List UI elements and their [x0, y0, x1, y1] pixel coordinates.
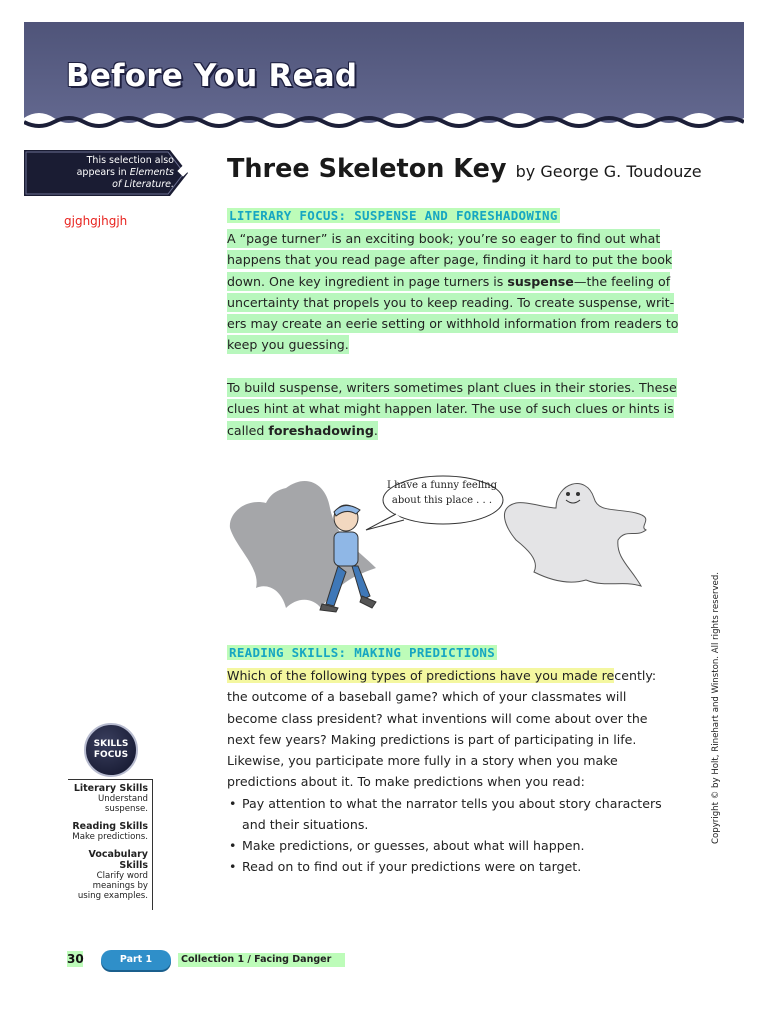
page-number: 30	[67, 952, 84, 966]
reading-skills-paragraph	[227, 665, 679, 793]
handwritten-note: gjghgjhgjh	[64, 214, 128, 228]
header-banner	[24, 22, 744, 134]
story-title-text: Three Skeleton Key	[227, 154, 507, 184]
reading-text-rest: cently: the outcome of a baseball game? which of your classmates will become class president? what inventions will come about over the next few years? Making predictions is part of participating in life. Likewise, you participate more fully in a story when you make predictions about it. To make predictions when you read:	[227, 668, 657, 790]
speech-line-2: about this place . . .	[391, 495, 493, 506]
speech-line-1: I have a funny feeling	[386, 480, 498, 491]
badge-line-1: SKILLS	[93, 739, 129, 749]
speech-text	[382, 478, 502, 508]
reading-skills-entry	[68, 821, 152, 842]
para1-text-a: A “page turner” is an exciting book; you’re so eager to find out what happens that you read page after page, finding it hard to put the book down. One key ingredient in page turners is	[227, 231, 673, 289]
skill-heading: Skills	[119, 860, 148, 871]
selection-note-text	[50, 155, 174, 191]
speech-bubble-tail	[366, 514, 404, 530]
term-suspense: suspense	[507, 273, 574, 289]
copyright-notice: Copyright © by Holt, Rinehart and Winston. All rights reserved.	[711, 571, 721, 844]
tag-line-3-text: of Literature.	[112, 179, 174, 190]
tag-book-title: Elements	[129, 167, 174, 178]
literary-focus-paragraph-2	[227, 377, 679, 441]
literary-focus-paragraph-1	[227, 228, 679, 356]
badge-line-2: FOCUS	[93, 750, 129, 760]
reading-text-highlighted: Which of the following types of predictions have you made re	[227, 668, 615, 683]
skill-heading: Vocabulary	[88, 849, 148, 860]
selection-note-tag	[24, 150, 188, 196]
skills-focus-box	[68, 779, 153, 910]
para1-text-b: —the feeling of uncertainty that propels you to keep reading. To create suspense, writ- ers may create an eerie setting or withhold information from readers to keep you guessing.	[227, 273, 679, 353]
part-label: Part 1	[101, 950, 171, 970]
skill-heading: Literary Skills	[73, 783, 148, 794]
skill-desc: suspense.	[104, 804, 148, 814]
skill-heading: Reading Skills	[72, 821, 148, 832]
page-section-title: Before You Read	[66, 58, 358, 94]
tag-line-2	[50, 167, 174, 179]
white-ghost-figure	[504, 484, 646, 586]
list-item: • Read on to find out if your predictions were on target.	[227, 856, 679, 877]
collection-label: Collection 1 / Facing Danger	[178, 953, 345, 967]
literary-skills-entry	[68, 783, 152, 814]
para2-end: .	[373, 422, 378, 438]
tag-line-3	[50, 179, 174, 191]
skill-desc: using examples.	[77, 891, 148, 901]
skill-desc: Understand	[97, 794, 148, 804]
reading-skills-heading: READING SKILLS: MAKING PREDICTIONS	[229, 645, 496, 660]
tag-line-1: This selection also	[86, 155, 174, 166]
story-title	[227, 154, 702, 184]
skill-desc: Make predictions.	[72, 832, 148, 842]
skill-desc: meanings by	[92, 881, 148, 891]
literary-focus-heading: LITERARY FOCUS: SUSPENSE AND FORESHADOWING	[229, 208, 558, 223]
story-byline: by George G. Toudouze	[515, 162, 702, 181]
skill-desc: Clarify word	[96, 871, 148, 881]
vocabulary-skills-entry	[68, 849, 152, 901]
prediction-tips-list	[227, 793, 679, 877]
skills-focus-badge	[84, 723, 138, 777]
list-item: • Pay attention to what the narrator tells you about story characters and their situations.	[227, 793, 679, 835]
list-item: • Make predictions, or guesses, about what will happen.	[227, 835, 679, 856]
para2-text: To build suspense, writers sometimes plant clues in their stories. These clues hint at what might happen later. The use of such clues or hints is called	[227, 380, 677, 438]
tag-line-2-text: appears in	[76, 167, 127, 178]
term-foreshadowing: foreshadowing	[268, 422, 374, 438]
